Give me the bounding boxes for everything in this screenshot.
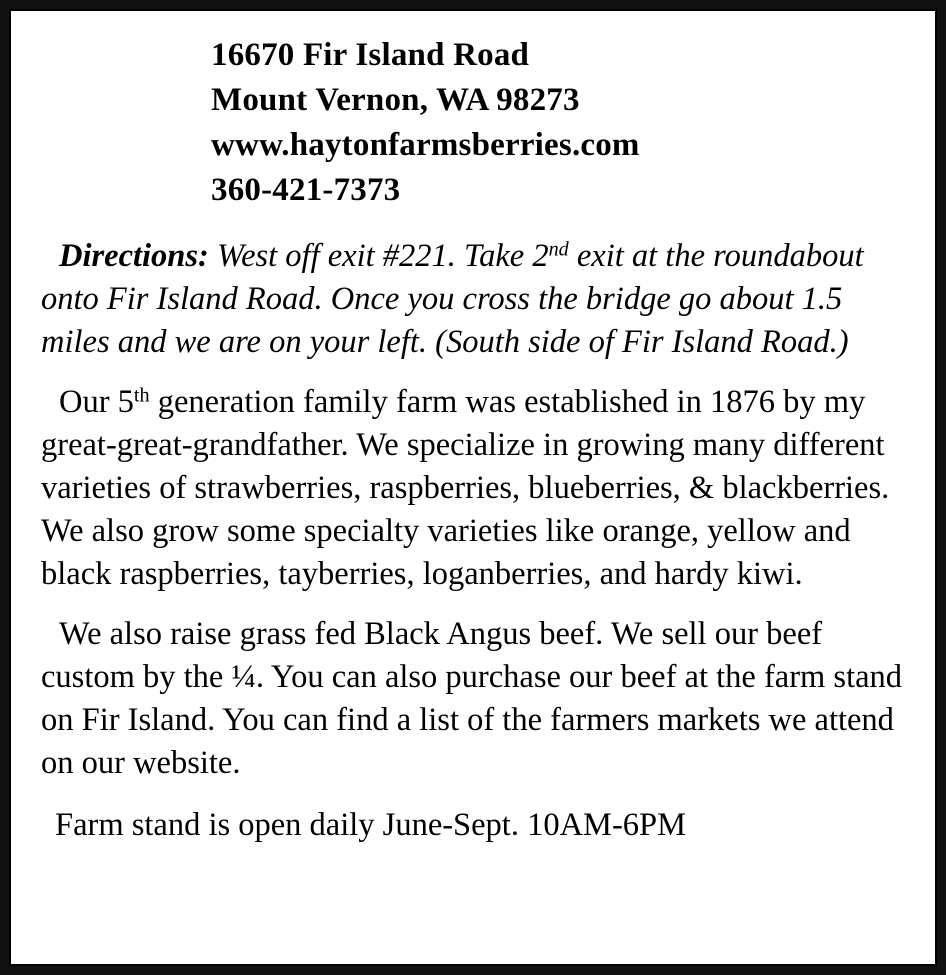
directions-label: Directions: [59, 238, 209, 274]
address-line-phone: 360-421-7373 [211, 172, 401, 208]
directions-text-part2: exit at the roundabout onto Fir Island Road. Once you cross the bridge go about 1.5 miles and we are on your left. (South side of Fir Island Road.) [41, 238, 864, 360]
hours-line: Farm stand is open daily June-Sept. 10AM-6PM [55, 807, 687, 843]
address-block [211, 33, 905, 213]
directions-ordinal-suffix: nd [548, 238, 569, 261]
address-line-city-state-zip: Mount Vernon, WA 98273 [211, 82, 580, 118]
address-line-website: www.haytonfarmsberries.com [211, 127, 640, 163]
address-line-street: 16670 Fir Island Road [211, 37, 530, 73]
history-ordinal-suffix: th [133, 384, 150, 407]
flyer-content [9, 9, 937, 966]
beef-paragraph: We also raise grass fed Black Angus beef. We sell our beef custom by the ¼. You can also purchase our beef at the farm stand on Fir Island. You can find a list of the farmers markets we attend on our website. [41, 616, 903, 781]
history-paragraph [41, 381, 905, 596]
history-text-part2: generation family farm was established in 1876 by my great-great-grandfather. We specialize in growing many different varieties of strawberries, raspberries, blueberries, & blackberries. We also grow some specialty varieties like orange, yellow and black raspberries, tayberries, loganberries, and hardy kiwi. [41, 384, 890, 592]
directions-paragraph [41, 235, 905, 364]
history-text-part1: Our 5 [59, 384, 134, 420]
directions-text-part1: West off exit #221. Take 2 [208, 238, 549, 274]
